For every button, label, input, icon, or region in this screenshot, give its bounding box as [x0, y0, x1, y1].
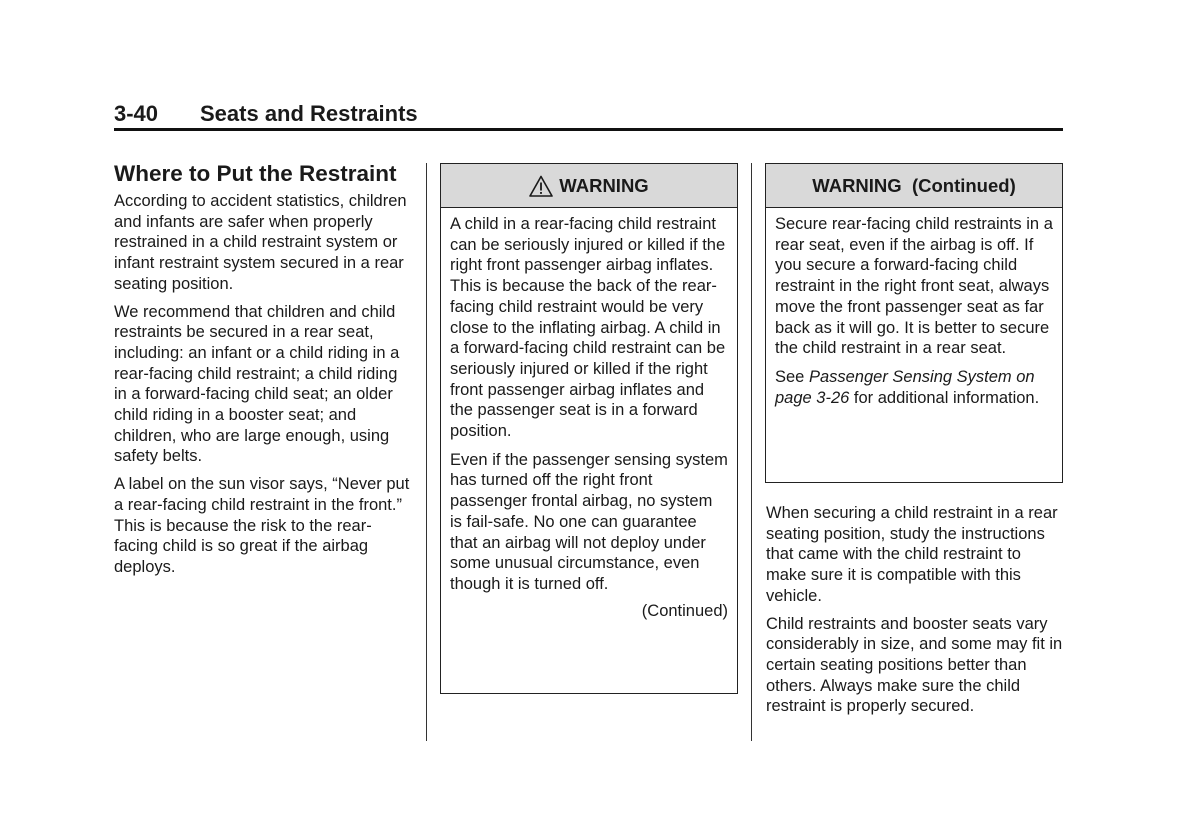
- warning-continued-header: WARNING (Continued): [766, 164, 1062, 208]
- header-rule: [114, 128, 1063, 131]
- page-number: 3-40: [114, 101, 159, 126]
- warning-continued-box: [765, 163, 1063, 483]
- paragraph: Child restraints and booster seats vary considerably in size, and some may fit in certain seating positions better than others. Always make sure the child restraint is properly secured.: [766, 614, 1063, 716]
- column-divider: [426, 163, 427, 741]
- warning-header: [441, 164, 737, 208]
- warning-triangle-icon: [529, 175, 553, 197]
- warning-paragraph: Even if the passenger sensing system has turned off the right front passenger frontal airbag, no system is fail-safe. No one can guarantee that an airbag will not deploy under some unusual circumstance, even though it is turned off.: [450, 450, 728, 593]
- warning-title: WARNING: [559, 174, 649, 196]
- column-1: [114, 161, 412, 585]
- continued-label: (Continued): [641, 601, 728, 620]
- column-divider: [751, 163, 752, 741]
- paragraph: A label on the sun visor says, “Never put a rear-facing child restraint in the front.” This is because the risk to the rear-facing child is so great if the airbag deploys.: [114, 475, 410, 576]
- warning-paragraph: Secure rear-facing child restraints in a rear seat, even if the airbag is off. If you secure a forward-facing child restraint in the right front seat, always move the front passenger seat as far back as it will go. It is better to secure the child restraint in a rear seat.: [775, 215, 1053, 358]
- paragraph: According to accident statistics, children and infants are safer when properly restrained in a child restraint system or infant restraint system secured in a rear seating position.: [114, 192, 407, 293]
- paragraph: When securing a child restraint in a rear seating position, study the instructions that came with the child restraint to make sure it is compatible with this vehicle.: [766, 504, 1058, 605]
- section-heading: Where to Put the Restraint: [114, 161, 397, 186]
- warning-box: [440, 163, 738, 694]
- column-3: [766, 503, 1064, 724]
- warning-paragraph: A child in a rear-facing child restraint can be seriously injured or killed if the right front passenger airbag inflates. This is because the back of the rear-facing child restraint would be very close to the inflating airbag. A child in a forward-facing child restraint can be seriously injured or killed if the right front passenger airbag inflates and the passenger seat is in a forward position.: [450, 215, 726, 441]
- page-header: [114, 101, 418, 127]
- see-prefix: See: [775, 367, 809, 386]
- cross-reference-link[interactable]: Passenger Sensing System on page 3-26: [775, 367, 1035, 407]
- paragraph: We recommend that children and child restraints be secured in a rear seat, including: an infant or a child riding in a rear-facing child restraint; a child riding in a forward-facing child seat; an older child riding in a booster seat; and children, who are large enough, using safety belts.: [114, 302, 400, 466]
- see-reference: [775, 367, 1053, 408]
- see-suffix: for additional information.: [849, 388, 1040, 407]
- section-title: Seats and Restraints: [200, 101, 418, 126]
